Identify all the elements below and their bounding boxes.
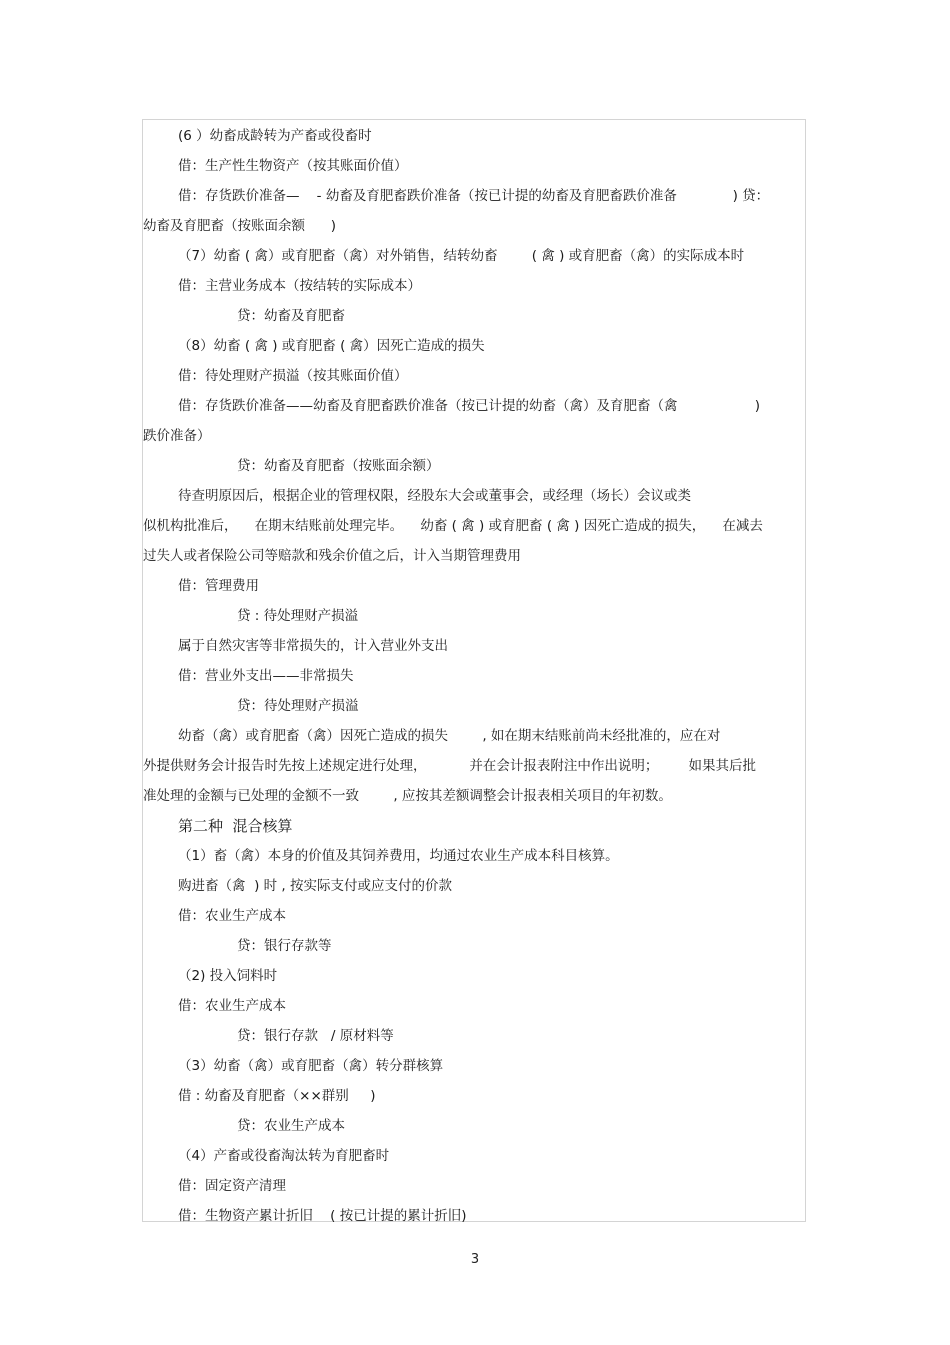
text-line: 借：农业生产成本 — [178, 908, 286, 924]
text-line: 购进畜（禽 ) 时 , 按实际支付或应支付的价款 — [178, 878, 453, 894]
text-line: 借：管理费用 — [178, 578, 259, 594]
text-line: 借：主营业务成本（按结转的实际成本） — [178, 278, 421, 294]
text-line: （4）产畜或役畜淘汰转为育肥畜时 — [178, 1148, 390, 1164]
text-line: 借：生物资产累计折旧 ( 按已计提的累计折旧) — [178, 1208, 467, 1224]
text-line: 贷：幼畜及育肥畜 — [237, 308, 345, 324]
text-line: 借：生产性生物资产（按其账面价值） — [178, 158, 408, 174]
text-line: 跌价准备） — [143, 428, 211, 444]
text-line: 借：固定资产清理 — [178, 1178, 286, 1194]
text-line: 准处理的金额与已处理的金额不一致 , 应按其差额调整会计报表相关项目的年初数。 — [143, 788, 672, 804]
text-line: （1）畜（禽）本身的价值及其饲养费用，均通过农业生产成本科目核算。 — [178, 848, 619, 864]
text-line: 幼畜及育肥畜（按账面余额 ) — [143, 218, 337, 234]
text-line: 幼畜（禽）或育肥畜（禽）因死亡造成的损失 , 如在期末结账前尚未经批准的，应在对 — [178, 728, 721, 744]
text-line: 借：存货跌价准备— - 幼畜及育肥畜跌价准备（按已计提的幼畜及育肥畜跌价准备 ) 贷： — [178, 188, 770, 204]
text-line: 借：营业外支出——非常损失 — [178, 668, 354, 684]
document-body — [143, 121, 805, 1231]
text-line: （3）幼畜（禽）或育肥畜（禽）转分群核算 — [178, 1058, 444, 1074]
text-line: (6 ）幼畜成龄转为产畜或役畜时 — [178, 128, 372, 144]
text-line: 借：待处理财产损溢（按其账面价值） — [178, 368, 408, 384]
text-line: （8）幼畜 ( 禽 ) 或育肥畜 ( 禽）因死亡造成的损失 — [178, 338, 485, 354]
text-line: 借：农业生产成本 — [178, 998, 286, 1014]
text-line: 借：存货跌价准备——幼畜及育肥畜跌价准备（按已计提的幼畜（禽）及育肥畜（禽 ) — [178, 398, 761, 414]
text-line: （2) 投入饲料时 — [178, 968, 278, 984]
text-line: 贷：银行存款 / 原材料等 — [237, 1028, 394, 1044]
page-number: 3 — [470, 1252, 480, 1267]
text-line: 贷 : 待处理财产损溢 — [237, 608, 359, 624]
text-line: 外提供财务会计报告时先按上述规定进行处理， 并在会计报表附注中作出说明； 如果其后批 — [143, 758, 756, 774]
text-line: 借 : 幼畜及育肥畜（××群别 ) — [178, 1088, 376, 1104]
text-line: 属于自然灾害等非常损失的，计入营业外支出 — [178, 638, 448, 654]
text-line: 似机构批准后， 在期末结账前处理完毕。 幼畜 ( 禽 ) 或育肥畜 ( 禽 ) 因死亡造成的损失， 在减去 — [143, 518, 763, 534]
text-line: 待查明原因后，根据企业的管理权限，经股东大会或董事会，或经理（场长）会议或类 — [178, 488, 691, 504]
text-line: 贷：幼畜及育肥畜（按账面余额） — [237, 458, 440, 474]
text-line: （7）幼畜 ( 禽）或育肥畜（禽）对外销售，结转幼畜 ( 禽 ) 或育肥畜（禽）的实际成本时 — [178, 248, 745, 264]
text-line: 贷：银行存款等 — [237, 938, 332, 954]
text-line: 过失人或者保险公司等赔款和残余价值之后，计入当期管理费用 — [143, 548, 521, 564]
text-line: 贷：农业生产成本 — [237, 1118, 345, 1134]
section-heading: 第二种 混合核算 — [178, 817, 293, 835]
text-line: 贷：待处理财产损溢 — [237, 698, 359, 714]
